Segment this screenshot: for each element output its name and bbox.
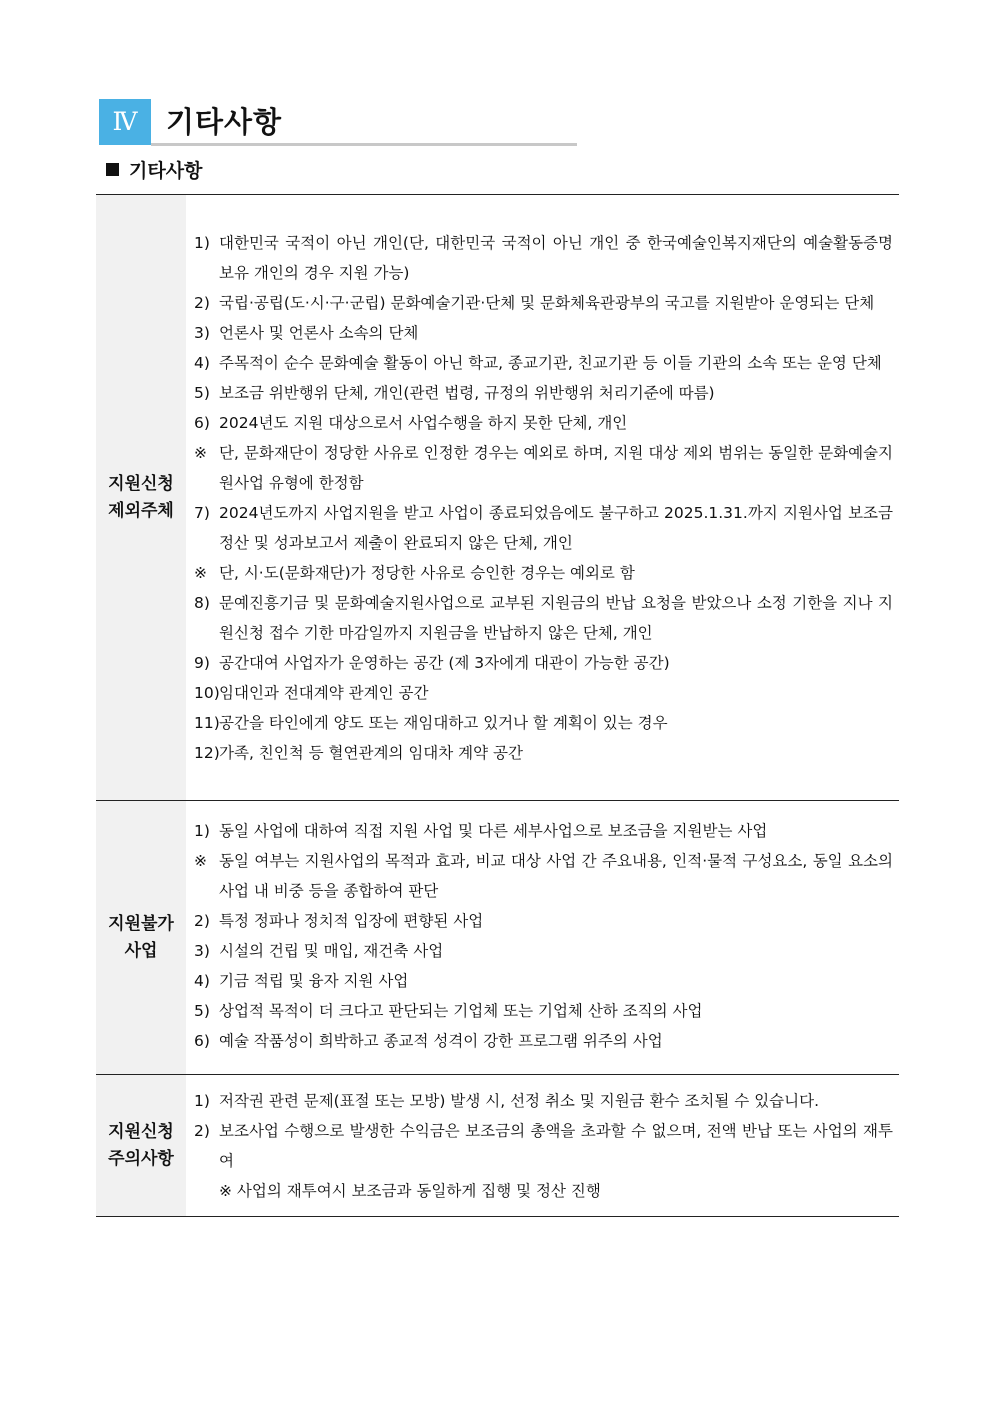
list-item — [194, 1116, 893, 1176]
item-text: 언론사 및 언론사 소속의 단체 — [219, 323, 419, 342]
list-item — [194, 708, 893, 738]
table-row — [96, 195, 899, 801]
row-content — [186, 801, 899, 1075]
item-marker: 2) — [194, 1121, 210, 1140]
chapter-number-badge: Ⅳ — [99, 99, 151, 145]
list-item — [194, 906, 893, 936]
list-item — [194, 318, 893, 348]
row-label-line: 제외주체 — [108, 500, 174, 521]
item-text: 임대인과 전대계약 관계인 공간 — [219, 683, 429, 702]
list-item — [194, 498, 893, 558]
item-text: 공간대여 사업자가 운영하는 공간 (제 3자에게 대관이 가능한 공간) — [219, 653, 670, 672]
item-marker: 5) — [194, 1002, 210, 1020]
item-list — [194, 1086, 893, 1206]
table-row — [96, 1075, 899, 1217]
list-item — [194, 816, 893, 846]
row-label-line: 사업 — [124, 940, 158, 961]
item-text: 단, 시·도(문화재단)가 정당한 사유로 승인한 경우는 예외로 함 — [219, 563, 635, 582]
chapter-title: 기타사항 — [166, 105, 283, 139]
item-text: 보조사업 수행으로 발생한 수익금은 보조금의 총액을 초과할 수 없으며, 전액 반납 또는 사업의 재투여 — [219, 1121, 893, 1170]
item-marker: 1) — [194, 822, 210, 840]
item-text: ※ 사업의 재투여시 보조금과 동일하게 집행 및 정산 진행 — [219, 1181, 601, 1200]
item-text: 기금 적립 및 융자 지원 사업 — [219, 972, 409, 990]
item-text: 주목적이 순수 문화예술 활동이 아닌 학교, 종교기관, 친교기관 등 이들 기관의 소속 또는 운영 단체 — [219, 353, 882, 372]
section-heading-text: 기타사항 — [129, 160, 203, 182]
item-text: 상업적 목적이 더 크다고 판단되는 기업체 또는 기업체 산하 조직의 사업 — [219, 1002, 703, 1020]
list-item — [194, 648, 893, 678]
item-marker: 3) — [194, 942, 210, 960]
item-text: 특정 정파나 정치적 입장에 편향된 사업 — [219, 912, 484, 930]
list-item — [194, 228, 893, 288]
row-content — [186, 195, 899, 801]
list-item — [194, 348, 893, 378]
item-text: 문예진흥기금 및 문화예술지원사업으로 교부된 지원금의 반납 요청을 받았으나 소정 기한을 지나 지원신청 접수 기한 마감일까지 지원금을 반납하지 않은 단체, 개인 — [219, 593, 893, 642]
list-item — [194, 1176, 893, 1206]
list-item — [194, 378, 893, 408]
item-marker: 8) — [194, 593, 210, 612]
row-content — [186, 1075, 899, 1217]
item-text: 동일 여부는 지원사업의 목적과 효과, 비교 대상 사업 간 주요내용, 인적·물적 구성요소, 동일 요소의 사업 내 비중 등을 종합하여 판단 — [219, 852, 893, 900]
chapter-title-block — [99, 99, 579, 147]
item-marker: 11) — [194, 713, 220, 732]
section-heading — [106, 158, 202, 184]
item-text: 예술 작품성이 희박하고 종교적 성격이 강한 프로그램 위주의 사업 — [219, 1032, 663, 1050]
item-marker: 12) — [194, 743, 220, 762]
item-text: 시설의 건립 및 매입, 재건축 사업 — [219, 942, 444, 960]
row-label — [96, 801, 186, 1075]
list-item — [194, 588, 893, 648]
list-item — [194, 1086, 893, 1116]
info-table — [96, 194, 899, 1217]
list-item — [194, 408, 893, 438]
row-label-line: 지원신청 — [108, 473, 174, 494]
item-marker: 7) — [194, 503, 210, 522]
row-label — [96, 195, 186, 801]
item-marker: 2) — [194, 293, 210, 312]
item-marker: 2) — [194, 912, 210, 930]
item-marker: 1) — [194, 233, 210, 252]
item-marker: 3) — [194, 323, 210, 342]
list-item — [194, 738, 893, 768]
item-text: 보조금 위반행위 단체, 개인(관련 법령, 규정의 위반행위 처리기준에 따름) — [219, 383, 715, 402]
list-item — [194, 996, 893, 1026]
list-item — [194, 1026, 893, 1056]
list-item — [194, 678, 893, 708]
item-marker: 9) — [194, 653, 210, 672]
item-marker: 6) — [194, 1032, 210, 1050]
item-marker: 10) — [194, 683, 220, 702]
item-marker: 4) — [194, 353, 210, 372]
item-text: 국립·공립(도·시·구·군립) 문화예술기관·단체 및 문화체육관광부의 국고를 지원받아 운영되는 단체 — [219, 293, 875, 312]
item-marker: 1) — [194, 1091, 210, 1110]
list-item — [194, 558, 893, 588]
item-list — [194, 228, 893, 768]
table-row — [96, 801, 899, 1075]
row-label-line: 지원신청 — [108, 1121, 174, 1142]
title-underline — [151, 143, 577, 146]
item-text: 공간을 타인에게 양도 또는 재임대하고 있거나 할 계획이 있는 경우 — [219, 713, 668, 732]
row-label — [96, 1075, 186, 1217]
item-text: 가족, 친인척 등 혈연관계의 임대차 계약 공간 — [219, 743, 524, 762]
item-marker: ※ — [194, 852, 207, 870]
row-label-line: 지원불가 — [108, 913, 174, 934]
item-marker: ※ — [194, 563, 207, 582]
item-text: 저작권 관련 문제(표절 또는 모방) 발생 시, 선정 취소 및 지원금 환수 조치될 수 있습니다. — [219, 1091, 820, 1110]
item-marker: 5) — [194, 383, 210, 402]
list-item — [194, 936, 893, 966]
item-marker: 6) — [194, 413, 210, 432]
item-text: 동일 사업에 대하여 직접 지원 사업 및 다른 세부사업으로 보조금을 지원받는 사업 — [219, 822, 768, 840]
item-marker: ※ — [194, 443, 207, 462]
item-text: 2024년도까지 사업지원을 받고 사업이 종료되었음에도 불구하고 2025.1.31.까지 지원사업 보조금 정산 및 성과보고서 제출이 완료되지 않은 단체, 개인 — [219, 503, 893, 552]
item-marker: 4) — [194, 972, 210, 990]
list-item — [194, 438, 893, 498]
item-text: 대한민국 국적이 아닌 개인(단, 대한민국 국적이 아닌 개인 중 한국예술인복지재단의 예술활동증명 보유 개인의 경우 지원 가능) — [219, 233, 893, 282]
item-text: 2024년도 지원 대상으로서 사업수행을 하지 못한 단체, 개인 — [219, 413, 628, 432]
list-item — [194, 966, 893, 996]
item-list — [194, 816, 893, 1056]
row-label-line: 주의사항 — [108, 1148, 174, 1169]
list-item — [194, 846, 893, 906]
list-item — [194, 288, 893, 318]
square-bullet-icon — [106, 163, 119, 176]
item-text: 단, 문화재단이 정당한 사유로 인정한 경우는 예외로 하며, 지원 대상 제외 범위는 동일한 문화예술지원사업 유형에 한정함 — [219, 443, 893, 492]
